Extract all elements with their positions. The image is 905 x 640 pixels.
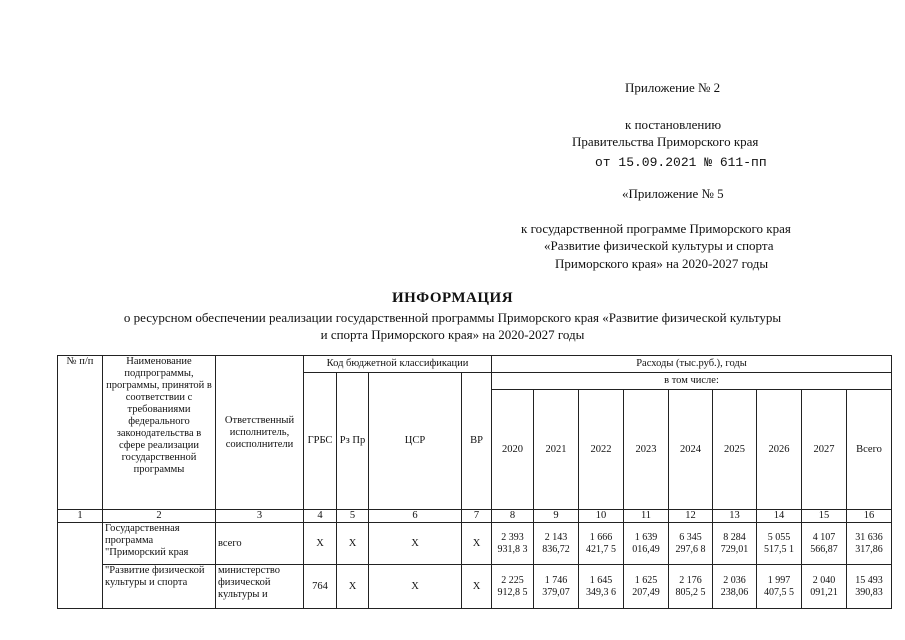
document-subtitle-1: о ресурсном обеспечении реализации государственной программы Приморского края «Развитие физической культуры [123,310,782,325]
row2-responsible: министерство физической культуры и [216,565,304,609]
col-number: 3 [216,510,304,523]
row1-value: 1 666 421,7 5 [579,523,624,565]
col-number: 2 [103,510,216,523]
year-header: 2025 [713,390,757,510]
document-title: ИНФОРМАЦИЯ [391,290,514,306]
year-header: 2026 [757,390,802,510]
program-line-3: Приморского края» на 2020-2027 годы [555,256,769,271]
row2-value: 1 997 407,5 5 [757,565,802,609]
header-vr: ВР [462,373,492,510]
row1-value: 2 143 836,72 [534,523,579,565]
col-number: 7 [462,510,492,523]
header-kbk: Код бюджетной классификации [304,356,492,373]
row2-value: 1 645 349,3 6 [579,565,624,609]
col-number: 5 [337,510,369,523]
header-expenses: Расходы (тыс.руб.), годы [492,356,892,373]
appendix-number: Приложение № 2 [625,80,721,95]
row1-csr: Х [369,523,462,565]
row1-value: 2 393 931,8 3 [492,523,534,565]
col-number: 1 [58,510,103,523]
col-number: 8 [492,510,534,523]
row1-value: 6 345 297,6 8 [669,523,713,565]
year-header: 2024 [669,390,713,510]
row2-value: 1 625 207,49 [624,565,669,609]
row1-vr: Х [462,523,492,565]
header-responsible: Ответственный исполнитель, соисполнители [216,356,304,510]
col-number: 15 [802,510,847,523]
document-subtitle-2: и спорта Приморского края» на 2020-2027 годы [320,327,585,342]
row2-name: "Развитие физической культуры и спорта [103,565,216,609]
row2-rzpr: Х [337,565,369,609]
row1-value: 4 107 566,87 [802,523,847,565]
row1-value: 5 055 517,5 1 [757,523,802,565]
program-line-1: к государственной программе Приморского края [521,221,791,236]
col-number: 9 [534,510,579,523]
row2-value: 2 040 091,21 [802,565,847,609]
year-header: 2023 [624,390,669,510]
table-row [58,565,892,609]
program-line-2: «Развитие физической культуры и спорта [544,238,774,253]
col-number: 6 [369,510,462,523]
row2-value: 2 036 238,06 [713,565,757,609]
col-number: 13 [713,510,757,523]
row-no [58,523,103,609]
row2-value: 1 746 379,07 [534,565,579,609]
row1-value: 8 284 729,01 [713,523,757,565]
appendix5-line: «Приложение № 5 [622,186,724,201]
resource-table [57,355,892,609]
col-number: 11 [624,510,669,523]
row2-csr: Х [369,565,462,609]
table-row [58,523,892,565]
row1-rzpr: Х [337,523,369,565]
col-number: 12 [669,510,713,523]
row1-responsible: всего [216,523,304,565]
year-header: 2021 [534,390,579,510]
row2-value: 2 176 805,2 5 [669,565,713,609]
header-csr: ЦСР [369,373,462,510]
row2-total: 15 493 390,83 [847,565,892,609]
row1-grbs: Х [304,523,337,565]
row2-value: 2 225 912,8 5 [492,565,534,609]
row1-total: 31 636 317,86 [847,523,892,565]
year-header: 2022 [579,390,624,510]
decree-date: от 15.09.2021 № 611-пп [595,155,767,170]
header-including: в том числе: [492,373,892,390]
row2-vr: Х [462,565,492,609]
year-header: 2020 [492,390,534,510]
total-header: Всего [847,390,892,510]
year-header: 2027 [802,390,847,510]
col-number: 16 [847,510,892,523]
government-line: Правительства Приморского края [572,134,759,149]
to-decree: к постановлению [625,117,722,132]
row1-value: 1 639 016,49 [624,523,669,565]
header-grbs: ГРБС [304,373,337,510]
header-name: Наименование подпрограммы, программы, принятой в соответствии с требованиями федерального законодательства в сфере реализации государственной программы [103,356,216,510]
row2-grbs: 764 [304,565,337,609]
row1-name: Государственная программа "Приморский края [103,523,216,565]
header-rzpr: Рз Пр [337,373,369,510]
col-number: 10 [579,510,624,523]
header-no: № п/п [58,356,103,510]
col-number: 4 [304,510,337,523]
col-number: 14 [757,510,802,523]
